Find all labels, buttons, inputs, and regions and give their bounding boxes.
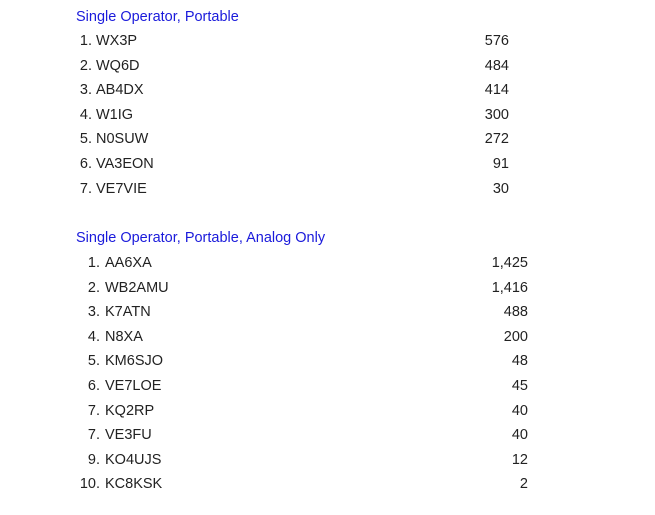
result-rank: 7.: [79, 180, 92, 197]
result-rank: 4.: [79, 106, 92, 123]
result-score: 1,425: [491, 255, 528, 271]
result-rank: 6.: [87, 377, 100, 394]
result-score: 272: [484, 131, 509, 148]
results-list-portable-analog: [70, 251, 540, 497]
result-row: [70, 103, 530, 128]
result-callsign: N0SUW: [96, 131, 149, 148]
result-rank: 2.: [79, 57, 92, 74]
result-row: [70, 177, 530, 202]
section-title-portable: Single Operator, Portable: [76, 9, 239, 25]
results-list-portable: [70, 29, 530, 201]
result-rank: 1.: [79, 33, 92, 49]
result-row: [70, 152, 530, 177]
result-callsign: VE3FU: [105, 427, 152, 444]
result-callsign: KM6SJO: [105, 353, 164, 370]
result-score: 2: [519, 476, 528, 493]
result-rank: 3.: [87, 304, 100, 321]
result-score: 12: [511, 451, 528, 468]
result-row: [70, 78, 530, 103]
result-row: [70, 325, 540, 350]
result-callsign: WX3P: [96, 33, 138, 49]
result-row: [70, 423, 540, 448]
result-row: [70, 399, 540, 424]
result-callsign: VE7LOE: [105, 377, 162, 394]
result-score: 48: [511, 353, 528, 370]
result-rank: 5.: [87, 353, 100, 370]
result-score: 30: [492, 180, 509, 197]
result-row: [70, 251, 540, 276]
result-score: 1,416: [491, 279, 528, 296]
result-callsign: K7ATN: [105, 304, 151, 321]
result-score: 40: [511, 427, 528, 444]
result-score: 91: [492, 155, 509, 172]
result-score: 484: [484, 57, 509, 74]
result-rank: 5.: [79, 131, 92, 148]
result-row: [70, 54, 530, 79]
result-row: [70, 448, 540, 473]
result-score: 488: [503, 304, 528, 321]
result-callsign: VA3EON: [96, 155, 154, 172]
result-row: [70, 472, 540, 497]
result-score: 414: [484, 82, 509, 99]
result-row: [70, 374, 540, 399]
result-score: 45: [511, 377, 528, 394]
result-score: 40: [511, 402, 528, 419]
result-callsign: KO4UJS: [105, 451, 162, 468]
result-rank: 2.: [87, 279, 100, 296]
result-score: 576: [484, 33, 509, 49]
result-rank: 3.: [79, 82, 92, 99]
result-callsign: VE7VIE: [96, 180, 147, 197]
result-callsign: KQ2RP: [105, 402, 155, 419]
result-callsign: N8XA: [105, 328, 143, 345]
result-row: [70, 276, 540, 301]
result-rank: 10.: [79, 476, 100, 493]
section-title-portable-analog: Single Operator, Portable, Analog Only: [76, 230, 326, 246]
result-rank: 6.: [79, 155, 92, 172]
result-score: 200: [503, 328, 528, 345]
result-row: [70, 127, 530, 152]
result-row: [70, 29, 530, 54]
result-callsign: AB4DX: [96, 82, 144, 99]
result-score: 300: [484, 106, 509, 123]
result-callsign: WQ6D: [96, 57, 140, 74]
result-rank: 1.: [87, 255, 100, 271]
result-row: [70, 349, 540, 374]
result-rank: 9.: [87, 451, 100, 468]
result-callsign: KC8KSK: [105, 476, 163, 493]
result-rank: 4.: [87, 328, 100, 345]
result-callsign: AA6XA: [105, 255, 152, 271]
result-callsign: WB2AMU: [105, 279, 169, 296]
result-callsign: W1IG: [96, 106, 134, 123]
result-row: [70, 300, 540, 325]
result-rank: 7.: [87, 427, 100, 444]
result-rank: 7.: [87, 402, 100, 419]
